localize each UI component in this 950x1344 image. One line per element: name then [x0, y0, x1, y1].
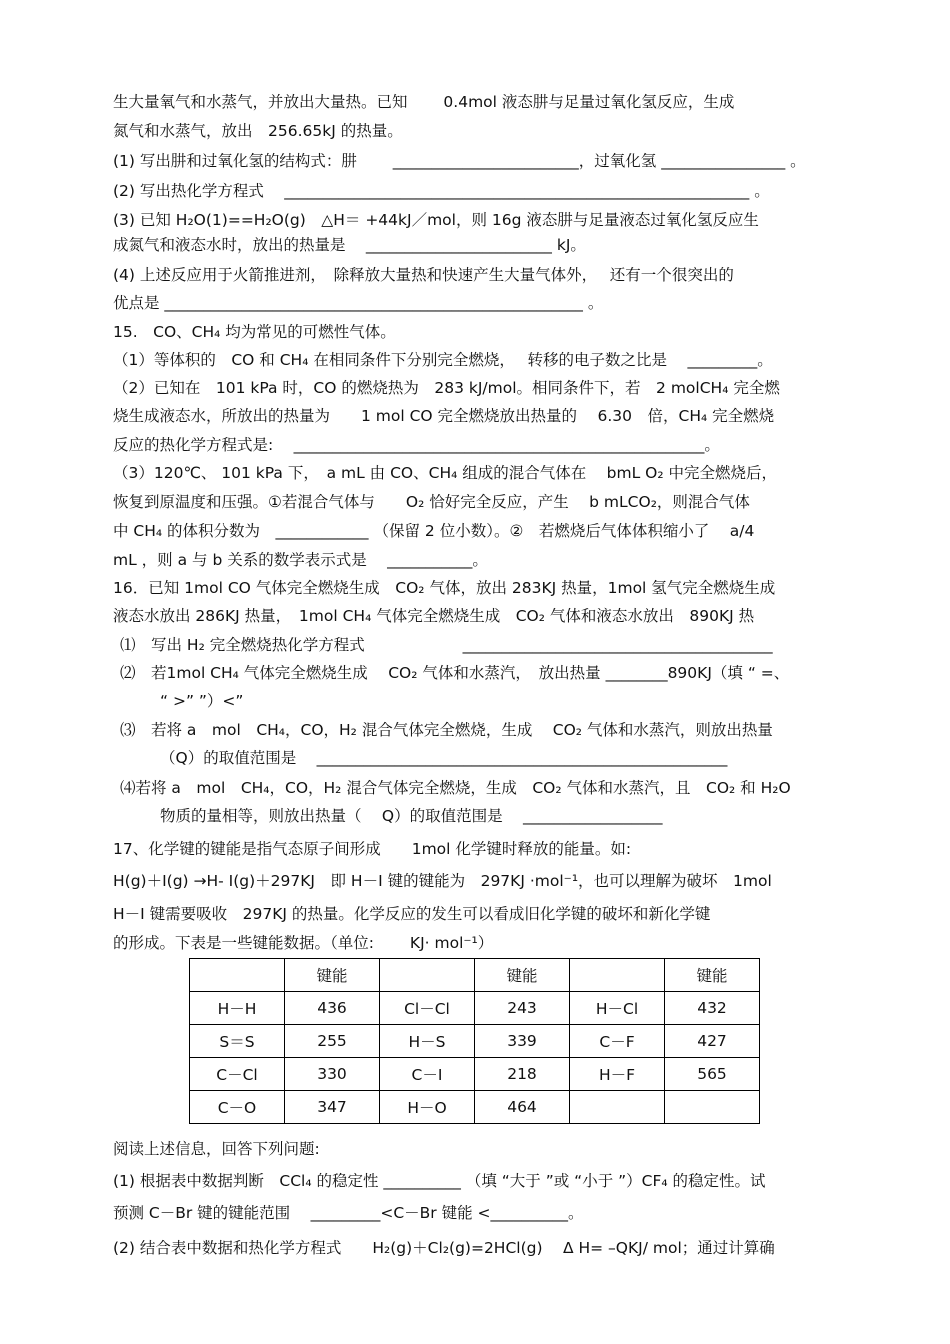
text-line: 烧生成液态水，所放出的热量为 1 mol CO 完全燃烧放出热量的 6.30 倍，CH₄ 完全燃烧 — [113, 407, 775, 425]
text-line: 阅读上述信息，回答下列问题: — [113, 1140, 320, 1158]
question-16-title: 16．已知 1mol CO 气体完全燃烧生成 CO₂ 气体，放出 283KJ 热量，1mol 氢气完全燃烧生成 — [113, 579, 776, 597]
table-row: S＝S 255 H－S 339 C－F 427 — [190, 1025, 760, 1058]
question-17-1: (1) 根据表中数据判断 CCl₄ 的稳定性 __________ （填 “大于 ”或 “小于 ”）CF₄ 的稳定性。试 — [113, 1172, 766, 1190]
question-17-title: 17、化学键的键能是指气态原子间形成 1mol 化学键时释放的能量。如: — [113, 840, 632, 858]
question-15-title: 15. CO、CH₄ 均为常见的可燃性气体。 — [113, 323, 396, 341]
question-15-2: （2）已知在 101 kPa 时，CO 的燃烧热为 283 kJ/mol。相同条件下，若 2 molCH₄ 完全燃 — [113, 379, 780, 397]
text-line: 预测 C－Br 键的键能范围 _________<C－Br 键能 <__________。 — [113, 1204, 584, 1222]
question-14-3: (3) 已知 H₂O(1)==H₂O(g) △H＝ +44kJ／mol，则 16g 液态肼与足量液态过氧化氢反应生 — [113, 211, 759, 229]
text-line: 成氮气和液态水时，放出的热量是 ________________________ kJ。 — [113, 236, 586, 254]
question-16-3: ⑶ 若将 a mol CH₄，CO，H₂ 混合气体完全燃烧，生成 CO₂ 气体和水蒸汽，则放出热量 — [120, 721, 773, 739]
question-15-1: （1）等体积的 CO 和 CH₄ 在相同条件下分别完全燃烧， 转移的电子数之比是 _________。 — [113, 351, 773, 369]
bond-energy-table — [189, 958, 760, 1124]
question-15-3: （3）120℃、 101 kPa 下， a mL 由 CO、CH₄ 组成的混合气体在 bmL O₂ 中完全燃烧后， — [113, 464, 778, 482]
text-line: 恢复到原温度和压强。①若混合气体与 O₂ 恰好完全反应，产生 b mLCO₂，则混合气体 — [113, 493, 750, 511]
text-line: 中 CH₄ 的体积分数为 ____________ （保留 2 位小数）。② 若燃烧后气体体积缩小了 a/4 — [113, 522, 755, 540]
table-row: C－O 347 H－O 464 — [190, 1091, 760, 1124]
question-14-4: (4) 上述反应用于火箭推进剂， 除释放大量热和快速产生大量气体外， 还有一个很突出的 — [113, 266, 734, 284]
text-line: mL ，则 a 与 b 关系的数学表示式是 ___________。 — [113, 551, 488, 569]
question-16-2: ⑵ 若1mol CH₄ 气体完全燃烧生成 CO₂ 气体和水蒸汽， 放出热量 ________890KJ（填 “ =、 — [120, 664, 790, 682]
text-line: 反应的热化学方程式是: _____________________________________________________。 — [113, 436, 720, 454]
text-line: 优点是 ______________________________________________________ 。 — [113, 294, 604, 312]
question-16-1: ⑴ 写出 H₂ 完全燃烧热化学方程式 ________________________________________ — [120, 636, 773, 654]
text-line: “ >” ”）<” — [160, 692, 244, 710]
text-line: H－I 键需要吸收 297KJ 的热量。化学反应的发生可以看成旧化学键的破坏和新化学键 — [113, 905, 711, 923]
table-row: C－Cl 330 C－I 218 H－F 565 — [190, 1058, 760, 1091]
question-16-4: ⑷若将 a mol CH₄，CO，H₂ 混合气体完全燃烧，生成 CO₂ 气体和水蒸汽，且 CO₂ 和 H₂O — [120, 779, 791, 797]
text-line: 生大量氧气和水蒸气，并放出大量热。已知 0.4mol 液态肼与足量过氧化氢反应，生成 — [113, 93, 735, 111]
table-header-row: 键能 键能 键能 — [190, 959, 760, 992]
text-line: 氮气和水蒸气，放出 256.65kJ 的热量。 — [113, 122, 403, 140]
text-line: 液态水放出 286KJ 热量， 1mol CH₄ 气体完全燃烧生成 CO₂ 气体和液态水放出 890KJ 热 — [113, 607, 755, 625]
question-14-2: (2) 写出热化学方程式 ____________________________________________________________ 。 — [113, 182, 770, 200]
question-14-1: (1) 写出肼和过氧化氢的结构式：肼 ________________________，过氧化氢 ________________ 。 — [113, 152, 806, 170]
text-line: H(g)＋I(g) →H- I(g)＋297KJ 即 H－I 键的键能为 297KJ ·mol⁻¹，也可以理解为破坏 1mol — [113, 872, 772, 890]
text-line: （Q）的取值范围是 _____________________________________________________ — [160, 749, 728, 767]
text-line: 的形成。下表是一些键能数据。（单位: KJ· mol⁻¹） — [113, 934, 494, 952]
table-row: H－H 436 Cl－Cl 243 H－Cl 432 — [190, 992, 760, 1025]
text-line: 物质的量相等，则放出热量（ Q）的取值范围是 __________________ — [160, 807, 663, 825]
question-17-2: (2) 结合表中数据和热化学方程式 H₂(g)＋Cl₂(g)=2HCl(g) Δ H= –QKJ/ mol；通过计算确 — [113, 1239, 775, 1257]
